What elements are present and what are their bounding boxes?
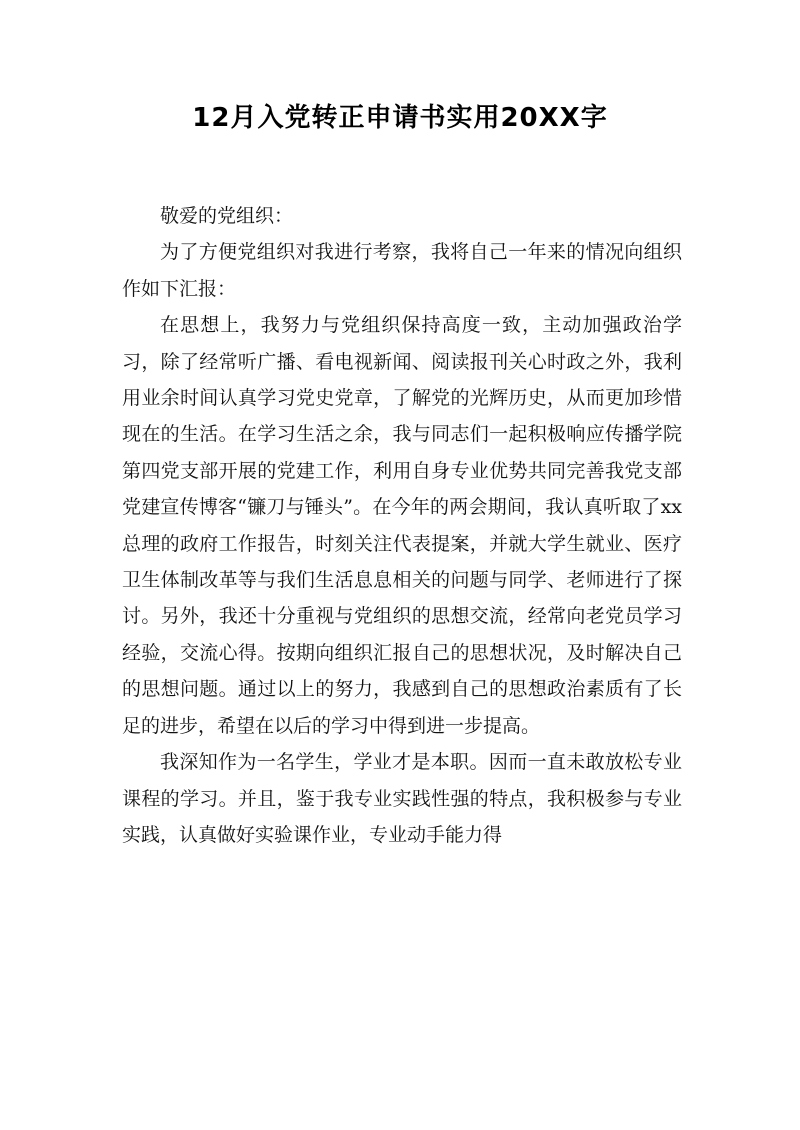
paragraph-ideology: 在思想上，我努力与党组织保持高度一致，主动加强政治学习，除了经常听广播、看电视新闻、阅读报刊关心时政之外，我利用业余时间认真学习党史党章，了解党的光辉历史，从而更加珍惜现在的生活。在学习生活之余，我与同志们一起积极响应传播学院第四党支部开展的党建工作，利用自身专业优势共同完善我党支部党建宣传博客“镰刀与锤头”。在今年的两会期间，我认真听取了xx总理的政府工作报告，时刻关注代表提案，并就大学生就业、医疗卫生体制改革等与我们生活息息相关的问题与同学、老师进行了探讨。另外，我还十分重视与党组织的思想交流，经常向老党员学习经验，交流心得。按期向组织汇报自己的思想状况，及时解决自己的思想问题。通过以上的努力，我感到自己的思想政治素质有了长足的进步，希望在以后的学习中得到进一步提高。 <box>122 314 682 737</box>
paragraph-study: 我深知作为一名学生，学业才是本职。因而一直未敢放松专业课程的学习。并且，鉴于我专业实践性强的特点，我积极参与专业实践，认真做好实验课作业，专业动手能力得 <box>122 751 682 846</box>
document-body <box>122 198 682 853</box>
document-title: 12月入党转正申请书实用20XX字 <box>192 103 608 133</box>
paragraph-intro: 为了方便党组织对我进行考察，我将自己一年来的情况向组织作如下汇报： <box>122 241 682 300</box>
salutation: 敬爱的党组织： <box>160 205 294 227</box>
